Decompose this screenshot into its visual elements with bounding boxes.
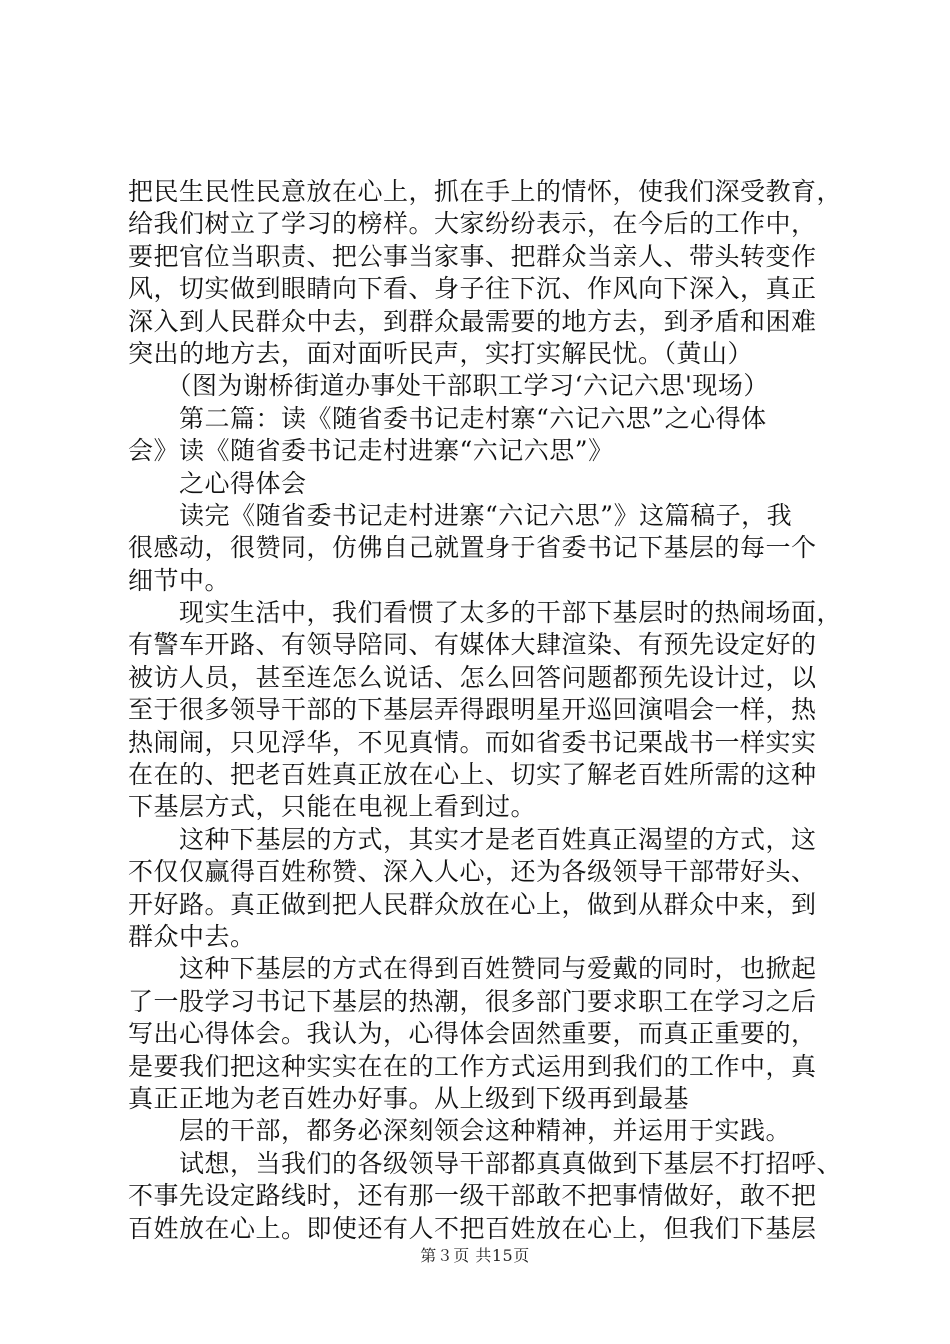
text-line: 很感动，很赞同，仿佛自己就置身于省委书记下基层的每一个 (128, 533, 817, 563)
text-line: 风，切实做到眼睛向下看、身子往下沉、作风向下深入，真正 (128, 274, 817, 304)
text-line: 在在的、把老百姓真正放在心上、切实了解老百姓所需的这种 (128, 760, 817, 790)
text-line: 读完《随省委书记走村进寨“六记六思”》这篇稿子，我 (128, 500, 793, 530)
text-line: 要把官位当职责、把公事当家事、把群众当亲人、带头转变作 (128, 241, 817, 271)
text-line: 至于很多领导干部的下基层弄得跟明星开巡回演唱会一样，热 (128, 695, 817, 725)
text-line: 之心得体会 (128, 468, 307, 498)
text-line: （图为谢桥街道办事处干部职工学习‘六记六思'现场） (128, 371, 769, 401)
text-line: 细节中。 (128, 565, 231, 595)
text-line: 不事先设定路线时，还有那一级干部敢不把事情做好，敢不把 (128, 1181, 817, 1211)
text-line: 真正正地为老百姓办好事。从上级到下级再到最基 (128, 1083, 690, 1113)
text-line: 下基层方式，只能在电视上看到过。 (128, 792, 537, 822)
text-line: 把民生民性民意放在心上，抓在手上的情怀，使我们深受教育， (128, 177, 843, 206)
text-line: 被访人员，甚至连怎么说话、怎么回答问题都预先设计过，以 (128, 662, 817, 692)
text-line: 给我们树立了学习的榜样。大家纷纷表示，在今后的工作中， (128, 209, 817, 239)
text-line: 开好路。真正做到把人民群众放在心上，做到从群众中来，到 (128, 889, 817, 919)
page-footer: 第３页 共15页 (420, 1246, 530, 1265)
text-line: 深入到人民群众中去，到群众最需要的地方去，到矛盾和困难 (128, 306, 817, 336)
text-line: 有警车开路、有领导陪同、有媒体大肆渲染、有预先设定好的 (128, 630, 817, 660)
text-line: 试想，当我们的各级领导干部都真真做到下基层不打招呼、 (128, 1148, 843, 1178)
text-line: 是要我们把这种实实在在的工作方式运用到我们的工作中，真 (128, 1051, 817, 1081)
text-line: 第二篇：读《随省委书记走村寨“六记六思”之心得体 (128, 403, 767, 433)
text-line: 百姓放在心上。即使还有人不把百姓放在心上，但我们下基层 (128, 1213, 817, 1243)
text-line: 这种下基层的方式，其实才是老百姓真正渴望的方式，这 (128, 824, 817, 854)
text-line: 会》读《随省委书记走村进寨“六记六思”》 (128, 436, 614, 466)
text-line: 现实生活中，我们看惯了太多的干部下基层时的热闹场面， (128, 598, 843, 628)
body-text (128, 176, 843, 1245)
text-line: 热闹闹，只见浮华，不见真情。而如省委书记栗战书一样实实 (128, 727, 817, 757)
text-line: 不仅仅赢得百姓称赞、深入人心，还为各级领导干部带好头、 (128, 857, 817, 887)
text-line: 这种下基层的方式在得到百姓赞同与爱戴的同时，也掀起 (128, 954, 817, 984)
text-line: 了一股学习书记下基层的热潮，很多部门要求职工在学习之后 (128, 986, 817, 1016)
text-line: 层的干部，都务必深刻领会这种精神，并运用于实践。 (128, 1116, 792, 1146)
text-line: 群众中去。 (128, 921, 256, 951)
text-line: 写出心得体会。我认为，心得体会固然重要，而真正重要的， (128, 1019, 817, 1049)
text-line: 突出的地方去，面对面听民声，实打实解民忧。（黄山） (128, 338, 754, 368)
